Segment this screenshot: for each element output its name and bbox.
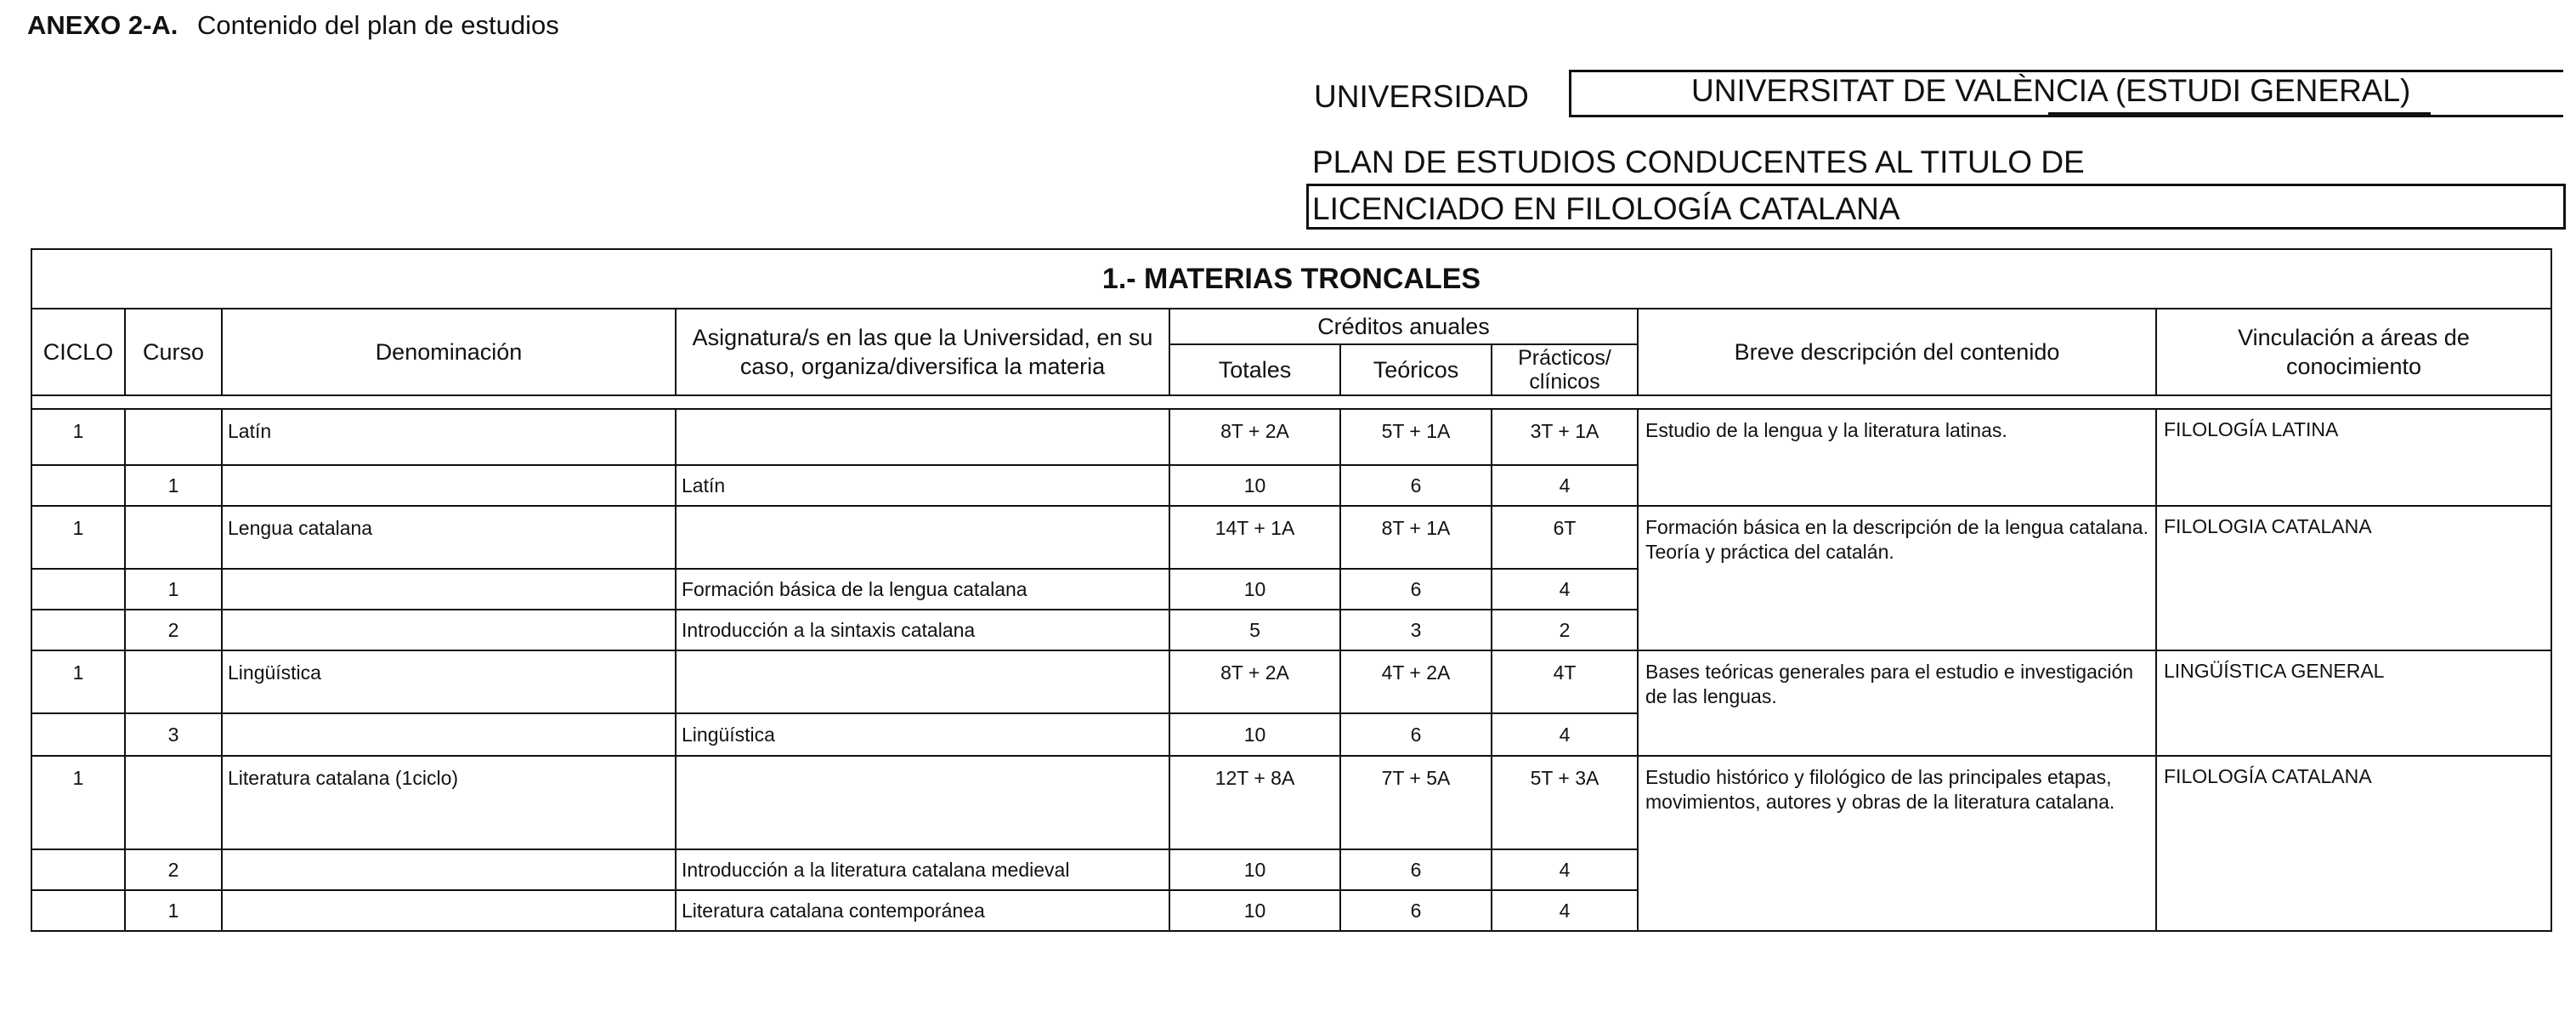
- description-cell: Formación básica en la descripción de la lengua catalana. Teoría y práctica del catalán.: [1638, 506, 2156, 650]
- university-label: UNIVERSIDAD: [1314, 79, 1529, 114]
- area-cell: FILOLOGÍA LATINA: [2156, 409, 2551, 506]
- col-header-totales: Totales: [1169, 344, 1340, 395]
- totales-cell: 10: [1169, 569, 1340, 610]
- plan-label: PLAN DE ESTUDIOS CONDUCENTES AL TITULO DE: [1312, 145, 2085, 179]
- teoricos-cell: 6: [1340, 465, 1492, 506]
- practicos-cell: 4: [1492, 569, 1638, 610]
- asignatura-name: Formación básica de la lengua catalana: [676, 569, 1169, 610]
- description-cell: Estudio de la lengua y la literatura latinas.: [1638, 409, 2156, 506]
- university-value: UNIVERSITAT DE VALÈNCIA (ESTUDI GENERAL): [1691, 73, 2411, 108]
- area-cell: FILOLOGÍA CATALANA: [2156, 756, 2551, 931]
- description-cell: Estudio histórico y filológico de las principales etapas, movimientos, autores y obras de la literatura catalana.: [1638, 756, 2156, 931]
- teoricos-cell: 6: [1340, 849, 1492, 890]
- asignatura-name: Introducción a la sintaxis catalana: [676, 610, 1169, 650]
- totales-cell: 10: [1169, 890, 1340, 931]
- practicos-cell: 4: [1492, 465, 1638, 506]
- asignatura-name: Literatura catalana contemporánea: [676, 890, 1169, 931]
- practicos-cell: 4: [1492, 713, 1638, 756]
- teoricos-cell: 6: [1340, 713, 1492, 756]
- materia-name: Latín: [222, 409, 676, 465]
- teoricos-cell: 4T + 2A: [1340, 650, 1492, 713]
- totales-cell: 5: [1169, 610, 1340, 650]
- area-cell: LINGÜÍSTICA GENERAL: [2156, 650, 2551, 756]
- curso-cell: 1: [125, 465, 222, 506]
- university-underline: [2048, 112, 2431, 115]
- materias-table: [31, 248, 2552, 932]
- teoricos-cell: 8T + 1A: [1340, 506, 1492, 569]
- col-header-creditos: Créditos anuales: [1169, 309, 1638, 344]
- practicos-cell: 3T + 1A: [1492, 409, 1638, 465]
- description-cell: Bases teóricas generales para el estudio e investigación de las lenguas.: [1638, 650, 2156, 756]
- totales-cell: 12T + 8A: [1169, 756, 1340, 849]
- col-header-vinculacion: Vinculación a áreas de conocimiento: [2156, 309, 2551, 395]
- ciclo-cell: 1: [31, 756, 125, 849]
- degree-value: LICENCIADO EN FILOLOGÍA CATALANA: [1312, 191, 1900, 226]
- practicos-cell: 4T: [1492, 650, 1638, 713]
- col-header-curso: Curso: [125, 309, 222, 395]
- col-header-teoricos: Teóricos: [1340, 344, 1492, 395]
- practicos-cell: 4: [1492, 849, 1638, 890]
- curso-cell: 3: [125, 713, 222, 756]
- totales-cell: 8T + 2A: [1169, 409, 1340, 465]
- col-header-descripcion: Breve descripción del contenido: [1638, 309, 2156, 395]
- materia-name: Lengua catalana: [222, 506, 676, 569]
- col-header-practicos: Prácticos/ clínicos: [1492, 344, 1638, 395]
- totales-cell: 8T + 2A: [1169, 650, 1340, 713]
- teoricos-cell: 5T + 1A: [1340, 409, 1492, 465]
- materia-row: [31, 650, 2551, 713]
- col-header-denominacion: Denominación: [222, 309, 676, 395]
- materia-row: [31, 409, 2551, 465]
- curso-cell: 1: [125, 569, 222, 610]
- materia-row: [31, 756, 2551, 849]
- materia-name: Lingüística: [222, 650, 676, 713]
- annex-title: Contenido del plan de estudios: [197, 10, 559, 40]
- area-cell: FILOLOGIA CATALANA: [2156, 506, 2551, 650]
- annex-label: ANEXO 2-A.: [27, 10, 178, 40]
- materia-name: Literatura catalana (1ciclo): [222, 756, 676, 849]
- teoricos-cell: 6: [1340, 890, 1492, 931]
- teoricos-cell: 7T + 5A: [1340, 756, 1492, 849]
- annex-heading: [27, 10, 559, 41]
- ciclo-cell: 1: [31, 409, 125, 465]
- asignatura-name: Introducción a la literatura catalana medieval: [676, 849, 1169, 890]
- totales-cell: 14T + 1A: [1169, 506, 1340, 569]
- totales-cell: 10: [1169, 465, 1340, 506]
- ciclo-cell: 1: [31, 650, 125, 713]
- section-title: 1.- MATERIAS TRONCALES: [31, 249, 2551, 309]
- asignatura-name: Lingüística: [676, 713, 1169, 756]
- curso-cell: 1: [125, 890, 222, 931]
- practicos-cell: 6T: [1492, 506, 1638, 569]
- totales-cell: 10: [1169, 713, 1340, 756]
- practicos-cell: 5T + 3A: [1492, 756, 1638, 849]
- practicos-cell: 2: [1492, 610, 1638, 650]
- col-header-asignaturas: Asignatura/s en las que la Universidad, en su caso, organiza/diversifica la materia: [676, 309, 1169, 395]
- teoricos-cell: 3: [1340, 610, 1492, 650]
- materia-row: [31, 506, 2551, 569]
- ciclo-cell: 1: [31, 506, 125, 569]
- curso-cell: 2: [125, 610, 222, 650]
- totales-cell: 10: [1169, 849, 1340, 890]
- teoricos-cell: 6: [1340, 569, 1492, 610]
- col-header-ciclo: CICLO: [31, 309, 125, 395]
- practicos-cell: 4: [1492, 890, 1638, 931]
- asignatura-name: Latín: [676, 465, 1169, 506]
- curso-cell: 2: [125, 849, 222, 890]
